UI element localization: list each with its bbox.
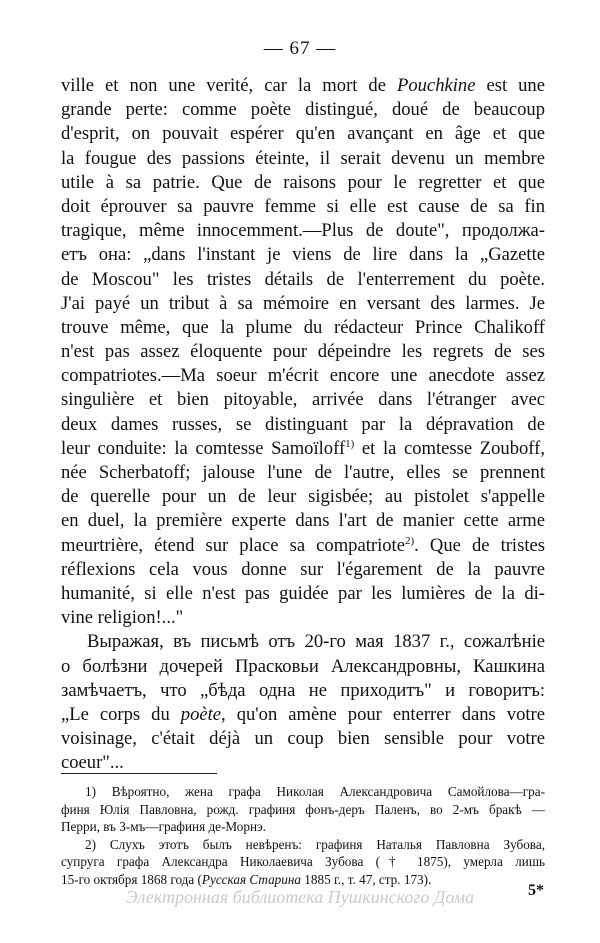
text-run: leur conduite: la comtesse Samoïloff	[61, 437, 346, 459]
footnote-2-line	[61, 871, 545, 889]
text-line: tragique, même innocemment.—Plus de doute", продолжа-	[61, 220, 545, 242]
text-line: trouve même, que la plume du rédacteur Prince Chalikoff	[61, 316, 545, 338]
text-run: est une	[475, 75, 545, 96]
text-line: n'est pas assez éloquente pour dépeindre les regrets de ses	[61, 341, 545, 363]
text-line: née Scherbatoff; jalouse l'une de l'autre, elles se prennent	[61, 462, 545, 483]
text-run: „Le corps du	[61, 703, 181, 725]
text-line: етъ она: „dans l'instant je viens de lire dans la „Gazette	[61, 244, 545, 266]
footnotes	[61, 783, 545, 889]
text-line: singulière et bien pitoyable, arrivée dans l'étranger avec	[61, 389, 545, 411]
text-line: de Moscou" les tristes détails de l'enterrement du poète.	[61, 268, 545, 290]
text-line: la fougue des passions éteinte, il serait devenu un membre	[61, 147, 545, 169]
text-line: vine religion!..."	[61, 607, 184, 629]
text-line: d'esprit, on pouvait espérer qu'en avançant en âge et que	[61, 123, 545, 145]
text-line: Выражая, въ письмѣ отъ 20-го мая 1837 г., сожалѣніе	[87, 631, 545, 653]
text-line: о болѣзни дочерей Прасковьи Александровны, Кашкина	[61, 655, 545, 677]
text-line: J'ai payé un tribut à sa mémoire en versant des larmes. Je	[61, 292, 545, 314]
footnote-ref-2: 2)	[404, 534, 415, 547]
text-line: en duel, la première experte dans l'art de manier cette arme	[61, 510, 545, 532]
text-run: 15-го октября 1868 года (	[61, 871, 202, 887]
text-line: réflexions cela vous donne sur l'égarement de la pauvre	[61, 558, 545, 580]
page-number: — 67 —	[263, 38, 337, 59]
text-line: deux dames russes, se distinguant par la dépravation de	[61, 413, 545, 435]
library-watermark: Электронная библиотека Пушкинского Дома	[125, 887, 475, 907]
text-line: de querelle pour un de leur sigisbée; au pistolet s'appelle	[61, 486, 545, 508]
text-line: voisinage, c'était déjà un coup bien sensible pour votre	[61, 728, 545, 750]
text-line: coeur"...	[61, 752, 124, 774]
text-line: humanité, si elle n'est pas guidée par les lumières de la di-	[61, 582, 545, 604]
main-text	[61, 74, 545, 775]
text-line	[61, 534, 545, 558]
footnote-divider	[61, 773, 217, 774]
footnote-1-line: финя Юлія Павловна, рожд. графиня фонъ-деръ Паленъ, во 2-мъ бракѣ —	[61, 801, 545, 817]
text-run: meurtrière, étend sur place sa compatriote	[61, 534, 405, 556]
text-line: compatriotes.—Ma soeur m'écrit encore une anecdote assez	[61, 365, 545, 387]
text-run: . Que de tristes	[414, 534, 545, 556]
footnote-ref-1: 1)	[345, 437, 355, 450]
text-line: utile à sa patrie. Que de raisons pour le regretter et que	[61, 171, 545, 193]
footnote-2-line: 2) Слухъ этотъ былъ невѣренъ: графиня Наталья Павловна Зубова,	[85, 836, 545, 852]
footnote-2-line: супруга графа Александра Николаевича Зубова († 1875), умерла лишь	[61, 854, 545, 870]
text-run: 1885 г., т. 47, стр. 173).	[300, 871, 432, 887]
text-run: , qu'on amène pour enterrer dans votre	[221, 703, 545, 725]
text-run: ville et non une verité, car la mort de	[61, 75, 397, 96]
text-line: doit éprouver sa pauvre femme si elle est cause de sa fin	[61, 195, 545, 217]
text-line	[61, 703, 545, 727]
italic-name: Pouchkine	[396, 75, 476, 96]
text-line	[61, 74, 545, 98]
text-line: замѣчаетъ, что „бѣда одна не приходитъ" и говоритъ:	[61, 679, 545, 701]
signature-mark: 5*	[528, 882, 544, 899]
footnote-1-line: 1) Вѣроятно, жена графа Николая Александровича Самойлова—гра-	[85, 784, 545, 799]
footnote-1-line: Перри, въ 3-мъ—графиня де-Морнэ.	[61, 819, 266, 835]
italic-word: poète	[180, 703, 222, 725]
italic-title: Русская Старина	[201, 871, 301, 887]
text-line: grande perte: comme poète distingué, doué de beaucoup	[61, 99, 545, 121]
text-line	[61, 437, 545, 461]
text-run: et la comtesse Zouboff,	[354, 437, 545, 459]
